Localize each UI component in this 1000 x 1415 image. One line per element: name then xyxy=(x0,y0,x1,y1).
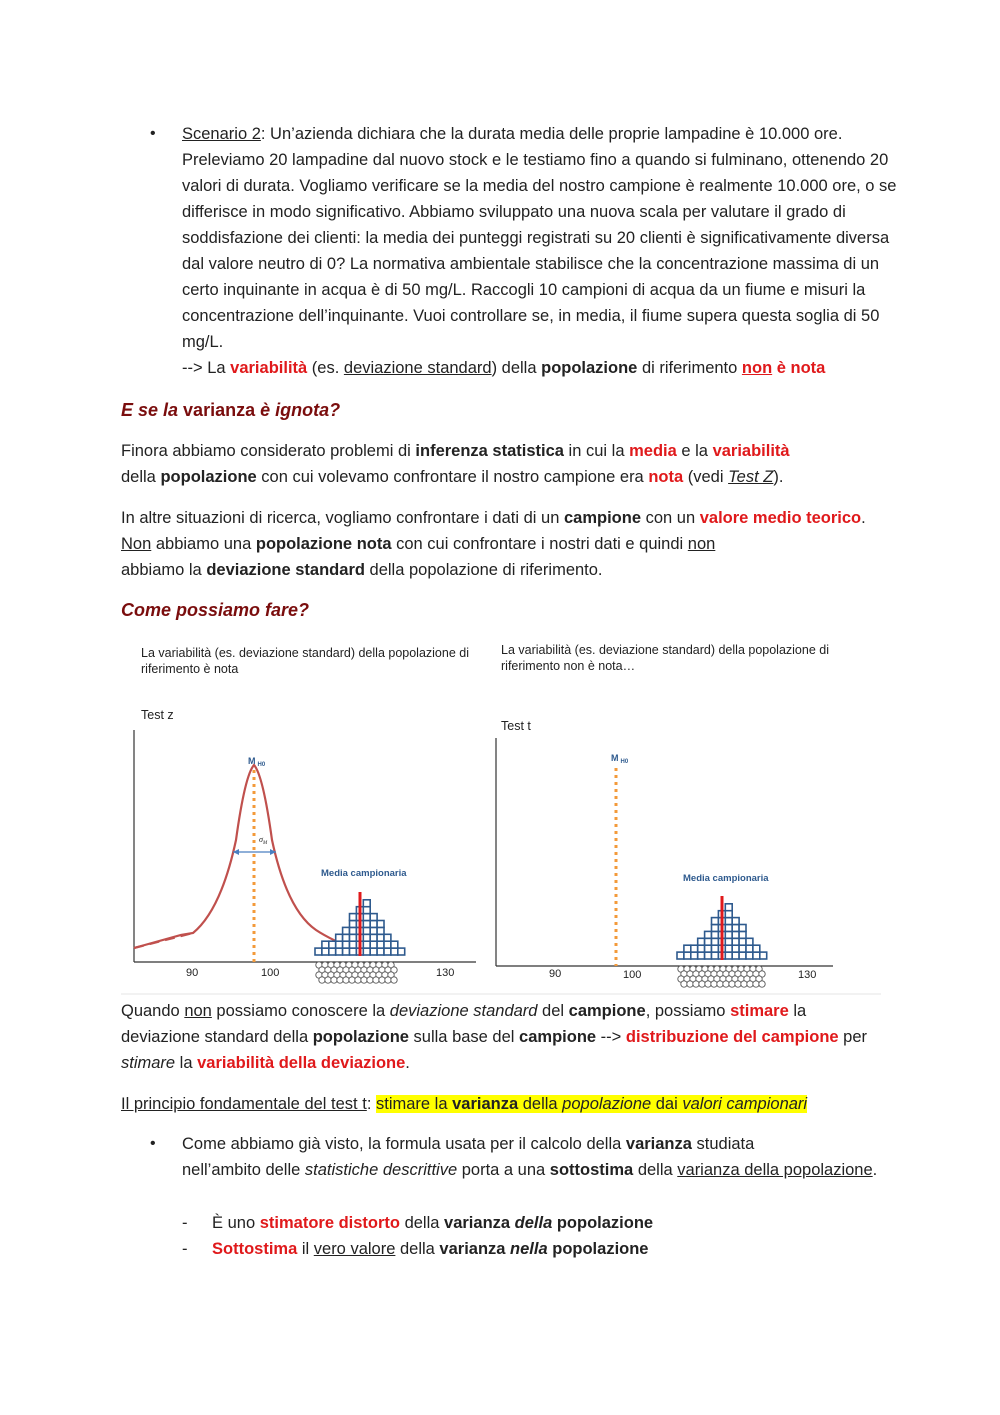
sample-dot xyxy=(681,981,687,987)
sample-dot xyxy=(741,981,747,987)
highlight-non: non xyxy=(741,359,773,377)
histogram-cell xyxy=(377,948,384,955)
sample-dot xyxy=(723,981,729,987)
sample-dot xyxy=(753,981,759,987)
text-fragment: di riferimento xyxy=(637,359,742,377)
text-fragment: della xyxy=(633,1161,678,1179)
histogram-cell xyxy=(725,931,732,938)
bullet-dot: • xyxy=(150,1135,156,1152)
histogram-cell xyxy=(384,934,391,941)
histogram-cell xyxy=(363,907,370,914)
sample-dot xyxy=(343,977,349,983)
histogram-cell xyxy=(322,941,329,948)
dash-item-sottostima xyxy=(212,1236,649,1262)
bold-fragment: campione xyxy=(568,1002,646,1020)
bold-fragment: popolazione xyxy=(552,1214,654,1232)
text-fragment: abbiamo una xyxy=(151,535,256,553)
dash-marker: - xyxy=(182,1214,188,1232)
bold-fragment: varianza xyxy=(439,1240,511,1258)
histogram-cell xyxy=(760,952,767,959)
text-fragment: la xyxy=(175,1054,198,1072)
bold-fragment: campione xyxy=(519,1028,597,1046)
text-fragment: , possiamo xyxy=(645,1002,731,1020)
sample-dot xyxy=(391,977,397,983)
red-fragment: valore medio teorico xyxy=(699,509,862,527)
text-fragment: della popolazione di riferimento. xyxy=(364,561,603,579)
scenario-paragraph xyxy=(182,121,902,381)
text-fragment: deviazione standard della xyxy=(121,1028,313,1046)
histogram-cell xyxy=(739,945,746,952)
text-fragment: e la xyxy=(676,442,713,460)
mh0-label-left: M $_{H0}$ xyxy=(248,756,266,768)
right-caption-line1: La variabilità (es. deviazione standard) della popolazione di xyxy=(501,643,829,657)
left-caption-line2: riferimento è nota xyxy=(141,662,239,676)
italic-fragment: statistiche descrittive xyxy=(304,1161,458,1179)
highlight-fragment: della xyxy=(518,1095,563,1113)
histogram-cell xyxy=(377,921,384,928)
text-fragment: il xyxy=(297,1240,314,1258)
heading-fragment: E se la xyxy=(121,400,184,420)
text-fragment: la xyxy=(788,1002,807,1020)
histogram-cell xyxy=(329,948,336,955)
histogram-cell xyxy=(370,941,377,948)
histogram-cell xyxy=(363,914,370,921)
highlight-fragment: dai xyxy=(651,1095,683,1113)
text-fragment: In altre situazioni di ricerca, vogliamo confrontare i dati di un xyxy=(121,509,564,527)
highlight-variabilita: variabilità xyxy=(230,359,308,377)
histogram-cell xyxy=(684,945,691,952)
left-caption-line1: La variabilità (es. deviazione standard) della popolazione di xyxy=(141,646,469,660)
histogram-cell xyxy=(725,911,732,918)
histogram-cell xyxy=(343,948,350,955)
dash-marker: - xyxy=(182,1240,188,1258)
histogram-cell xyxy=(746,938,753,945)
principle-line xyxy=(121,1091,891,1117)
sample-dot xyxy=(367,977,373,983)
bold-fragment: popolazione xyxy=(547,1240,649,1258)
underlined-fragment: non xyxy=(687,535,716,553)
histogram-cell xyxy=(398,948,405,955)
histogram-cell xyxy=(712,938,719,945)
text-fragment: ) della xyxy=(491,359,542,377)
underlined-fragment: vero valore xyxy=(313,1240,396,1258)
histogram-cell xyxy=(712,918,719,925)
histogram-cell xyxy=(725,904,732,911)
highlight-bold: varianza xyxy=(452,1095,519,1113)
text-fragment: È uno xyxy=(212,1214,260,1232)
text-fragment: del xyxy=(537,1002,569,1020)
paragraph-finora xyxy=(121,438,891,490)
histogram-cell xyxy=(322,948,329,955)
sample-mean-label-left: Media campionaria xyxy=(321,868,407,879)
red-fragment: media xyxy=(629,442,677,460)
histogram-cell xyxy=(691,952,698,959)
highlight-e-nota: è nota xyxy=(772,359,826,377)
scenario-text: : Un’azienda dichiara che la durata media delle proprie lampadine è 10.000 ore. Preleviamo 20 lampadine dal nuovo stock e le testiamo fino a quando si fulminano, ottenendo 20 valori di durata. Vogliamo verificare se la media del nostro campione è realmente 10.000 ore, o se differisce in modo significativo. Abbiamo sviluppato una nuova scala per valutare il grado di soddisfazione dei clienti: la media dei punteggi registrati su 20 clienti è significativamente diversa dal valore neutro di 0? La normativa ambientale stabilisce che la concentrazione massima di un certo inquinante in acqua è di 50 mg/L. Raccogli 10 campioni di acqua da un fiume e misuri la concentrazione dell’inquinante. Vuoi controllare se, in media, il fiume supera questa soglia di 50 mg/L. xyxy=(182,125,897,351)
sample-mean-label-right: Media campionaria xyxy=(683,873,769,884)
histogram-cell xyxy=(739,931,746,938)
histogram-cell xyxy=(725,952,732,959)
histogram-cell xyxy=(329,941,336,948)
histogram-cell xyxy=(377,927,384,934)
normal-curve xyxy=(134,765,361,952)
histogram-cell xyxy=(350,927,357,934)
bullet-dot: • xyxy=(150,125,156,142)
histogram-cell xyxy=(350,934,357,941)
text-fragment: Finora abbiamo considerato problemi di xyxy=(121,442,416,460)
bold-fragment: varianza xyxy=(625,1135,692,1153)
heading-fragment: è xyxy=(255,400,276,420)
underlined-fragment: Il principio fondamentale del test t xyxy=(121,1095,367,1113)
paragraph-altre-situazioni xyxy=(121,505,891,583)
histogram-cell xyxy=(350,941,357,948)
section-heading-come-fare: Come possiamo fare? xyxy=(121,600,310,620)
histogram-cell xyxy=(336,948,343,955)
text-fragment: (es. xyxy=(307,359,344,377)
histogram-cell xyxy=(725,938,732,945)
text-fragment: con cui confrontare i nostri dati e quindi xyxy=(391,535,688,553)
heading-fragment: varianza xyxy=(183,400,256,420)
histogram-cell xyxy=(705,945,712,952)
bold-fragment: varianza xyxy=(444,1214,515,1232)
tick-100-left: 100 xyxy=(261,967,280,979)
section-heading-varianza-ignota xyxy=(121,397,340,423)
histogram-cell xyxy=(391,941,398,948)
red-fragment: variabilità xyxy=(712,442,790,460)
sample-dots-right xyxy=(678,966,765,987)
text-fragment: . xyxy=(861,509,866,527)
sample-dot xyxy=(361,977,367,983)
histogram-cell xyxy=(732,918,739,925)
histogram-cell xyxy=(684,952,691,959)
bold-fragment: inferenza statistica xyxy=(415,442,564,460)
text-fragment: sulla base del xyxy=(408,1028,520,1046)
tick-100-right: 100 xyxy=(623,969,642,981)
sample-dot xyxy=(747,981,753,987)
underlined-fragment: non xyxy=(184,1002,212,1020)
histogram-cell xyxy=(746,952,753,959)
text-fragment: con cui volevamo confrontare il nostro campione era xyxy=(256,468,649,486)
red-fragment: variabilità della deviazione xyxy=(197,1054,406,1072)
histogram-cell xyxy=(370,948,377,955)
histogram-cell xyxy=(739,952,746,959)
left-test-label: Test z xyxy=(141,708,174,722)
histogram-cell xyxy=(384,948,391,955)
sample-dot xyxy=(693,981,699,987)
text-fragment: . xyxy=(405,1054,410,1072)
sample-dot xyxy=(711,981,717,987)
dash-item-stimatore xyxy=(212,1210,653,1236)
red-fragment: stimare xyxy=(730,1002,789,1020)
histogram-cell xyxy=(732,938,739,945)
text-fragment: porta a una xyxy=(457,1161,550,1179)
underlined-fragment: varianza della popolazione xyxy=(677,1161,873,1179)
histogram-cell xyxy=(336,941,343,948)
italic-fragment: stimare xyxy=(121,1054,176,1072)
text-fragment: studiata xyxy=(691,1135,755,1153)
mh0-label-right: M $_{H0}$ xyxy=(611,753,629,765)
underlined-fragment: Non xyxy=(121,535,152,553)
histogram-cell xyxy=(336,934,343,941)
sample-dots-left xyxy=(316,962,397,983)
text-fragment: nell’ambito delle xyxy=(182,1161,305,1179)
text-fragment: possiamo conoscere la xyxy=(211,1002,390,1020)
histogram-cell xyxy=(753,952,760,959)
italic-fragment: deviazione standard xyxy=(389,1002,538,1020)
sample-dot xyxy=(699,981,705,987)
tick-130-left: 130 xyxy=(436,967,455,979)
histogram-cell xyxy=(377,934,384,941)
text-fragment: Come abbiamo già visto, la formula usata per il calcolo della xyxy=(182,1135,626,1153)
text-fragment: con un xyxy=(641,509,700,527)
histogram-cell xyxy=(698,945,705,952)
histogram-cell xyxy=(370,934,377,941)
sample-dot xyxy=(759,981,765,987)
histogram-cell xyxy=(363,927,370,934)
sample-dot xyxy=(385,977,391,983)
histogram-cell xyxy=(370,921,377,928)
highlight-italic: popolazione xyxy=(562,1095,652,1113)
histogram-cell xyxy=(370,914,377,921)
sigma-label: $\sigma_M$ xyxy=(259,835,268,846)
highlight-fragment: stimare la xyxy=(375,1095,453,1113)
red-fragment: nota xyxy=(648,468,684,486)
sample-dot xyxy=(319,977,325,983)
histogram-cell xyxy=(739,938,746,945)
tick-130-right: 130 xyxy=(798,969,817,981)
text-fragment: Quando xyxy=(121,1002,185,1020)
underlined-deviazione: deviazione standard xyxy=(343,359,492,377)
histogram-cell xyxy=(746,945,753,952)
histogram-cell xyxy=(384,941,391,948)
tick-90-left: 90 xyxy=(186,967,199,979)
histogram-cell xyxy=(739,925,746,932)
histogram-cell xyxy=(691,945,698,952)
bold-fragment: popolazione xyxy=(312,1028,409,1046)
histogram-cell xyxy=(712,952,719,959)
arrow-text: --> La xyxy=(182,359,231,377)
text-fragment: --> xyxy=(596,1028,626,1046)
bold-popolazione: popolazione xyxy=(541,359,638,377)
scenario-label: Scenario 2 xyxy=(182,125,261,143)
histogram-cell xyxy=(725,918,732,925)
text-fragment: abbiamo la xyxy=(121,561,207,579)
histogram-cell xyxy=(343,934,350,941)
text-fragment: . xyxy=(872,1161,878,1179)
histogram-cell xyxy=(343,941,350,948)
bold-fragment: popolazione nota xyxy=(255,535,392,553)
histogram-cell xyxy=(698,952,705,959)
histogram-cell xyxy=(363,900,370,907)
highlight-italic: valori campionari xyxy=(682,1095,808,1113)
histogram-cell xyxy=(753,945,760,952)
histogram-cell xyxy=(725,925,732,932)
right-test-label: Test t xyxy=(501,719,531,733)
sample-dot xyxy=(379,977,385,983)
red-fragment: stimatore distorto xyxy=(259,1214,400,1232)
sample-dot xyxy=(325,977,331,983)
histogram-cell xyxy=(705,952,712,959)
heading-fragment: ignota? xyxy=(275,400,341,420)
sample-dot xyxy=(331,977,337,983)
histogram-cell xyxy=(732,945,739,952)
histogram-cell xyxy=(698,938,705,945)
histogram-cell xyxy=(363,934,370,941)
histogram-cell xyxy=(315,948,322,955)
sample-dot xyxy=(355,977,361,983)
histogram-cell xyxy=(391,948,398,955)
text-fragment: per xyxy=(838,1028,868,1046)
text-fragment: della xyxy=(395,1240,440,1258)
right-caption-line2: riferimento non è nota… xyxy=(501,659,636,673)
bold-italic-fragment: della xyxy=(514,1214,553,1232)
histogram-cell xyxy=(350,948,357,955)
text-fragment: della xyxy=(121,468,161,486)
histogram-cell xyxy=(363,941,370,948)
histogram-cell xyxy=(732,952,739,959)
sample-dot xyxy=(729,981,735,987)
figure-svg xyxy=(121,630,881,995)
sample-dot xyxy=(735,981,741,987)
figure-test-z-vs-test-t xyxy=(121,630,881,995)
histogram-cell xyxy=(343,927,350,934)
histogram-cell xyxy=(377,941,384,948)
bold-fragment: popolazione xyxy=(160,468,257,486)
tick-90-right: 90 xyxy=(549,968,562,980)
bold-fragment: deviazione standard xyxy=(206,561,365,579)
histogram-cell xyxy=(712,931,719,938)
histogram-cell xyxy=(677,952,684,959)
sample-dot xyxy=(717,981,723,987)
histogram-cell xyxy=(732,925,739,932)
sample-dot xyxy=(705,981,711,987)
sample-dot xyxy=(687,981,693,987)
bold-fragment: sottostima xyxy=(549,1161,634,1179)
sample-dot xyxy=(337,977,343,983)
bold-italic-fragment: nella xyxy=(510,1240,548,1258)
histogram-cell xyxy=(705,931,712,938)
histogram-cell xyxy=(350,921,357,928)
paragraph-quando-non xyxy=(121,998,891,1076)
histogram-cell xyxy=(712,925,719,932)
sample-dot xyxy=(349,977,355,983)
text-fragment: della xyxy=(400,1214,445,1232)
text-fragment: ). xyxy=(773,468,784,486)
bold-fragment: campione xyxy=(563,509,642,527)
bullet-formula-varianza xyxy=(182,1131,902,1183)
histogram-cell xyxy=(370,927,377,934)
red-fragment: distribuzione del campione xyxy=(625,1028,839,1046)
histogram-cell xyxy=(363,921,370,928)
text-fragment: : xyxy=(366,1095,376,1113)
text-fragment: (vedi xyxy=(683,468,729,486)
histogram-cell xyxy=(725,945,732,952)
histogram-cell xyxy=(350,914,357,921)
histogram-cell xyxy=(705,938,712,945)
text-fragment: in cui la xyxy=(563,442,630,460)
histogram-cell xyxy=(712,945,719,952)
red-fragment: Sottostima xyxy=(212,1240,298,1258)
link-test-z[interactable]: Test Z xyxy=(728,468,774,486)
histogram-cell xyxy=(363,948,370,955)
histogram-cell xyxy=(732,931,739,938)
sample-dot xyxy=(373,977,379,983)
